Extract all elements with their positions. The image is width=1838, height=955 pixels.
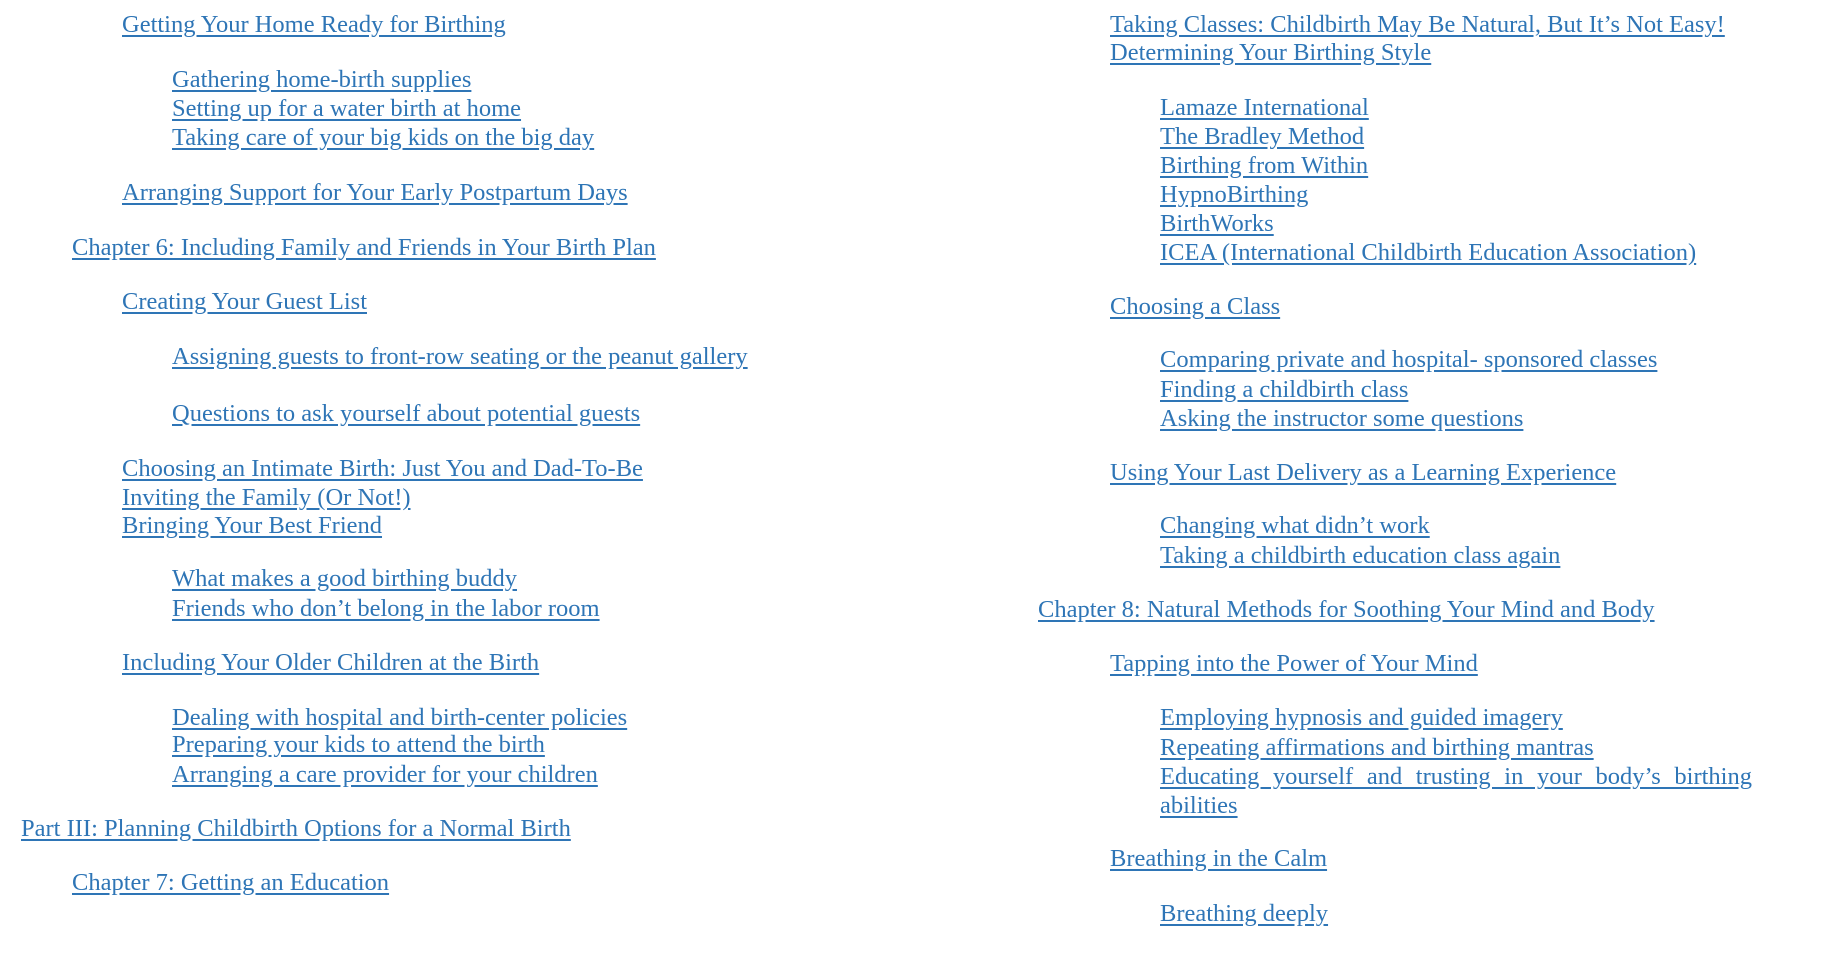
toc-link[interactable]: Taking care of your big kids on the big day	[172, 124, 595, 151]
toc-link[interactable]: Using Your Last Delivery as a Learning Experience	[1110, 459, 1617, 486]
toc-link[interactable]: Employing hypnosis and guided imagery	[1160, 704, 1563, 731]
toc-link[interactable]: Dealing with hospital and birth-center policies	[172, 704, 628, 731]
toc-link[interactable]: The Bradley Method	[1160, 123, 1365, 150]
toc-link[interactable]: Changing what didn’t work	[1160, 512, 1430, 539]
toc-link[interactable]: Inviting the Family (Or Not!)	[122, 484, 411, 511]
toc-link[interactable]: Friends who don’t belong in the labor room	[172, 595, 600, 622]
toc-chapter-link[interactable]: Chapter 6: Including Family and Friends in Your Birth Plan	[72, 234, 656, 261]
toc-link[interactable]: Breathing in the Calm	[1110, 845, 1328, 872]
toc-link[interactable]: Determining Your Birthing Style	[1110, 39, 1432, 66]
toc-link[interactable]: Questions to ask yourself about potential guests	[172, 400, 641, 427]
toc-link[interactable]: Breathing deeply	[1160, 900, 1329, 927]
toc-link[interactable]: What makes a good birthing buddy	[172, 565, 517, 592]
toc-chapter-link[interactable]: Chapter 8: Natural Methods for Soothing Your Mind and Body	[1038, 596, 1655, 623]
toc-link[interactable]: Lamaze International	[1160, 94, 1369, 121]
toc-link[interactable]: Choosing an Intimate Birth: Just You and Dad-To-Be	[122, 455, 643, 482]
toc-link[interactable]: Preparing your kids to attend the birth	[172, 731, 545, 758]
toc-link[interactable]: Asking the instructor some questions	[1160, 405, 1524, 432]
toc-part-link[interactable]: Part III: Planning Childbirth Options for a Normal Birth	[21, 815, 571, 842]
toc-link[interactable]: Arranging a care provider for your children	[172, 761, 598, 788]
toc-link[interactable]: Educating yourself and trusting in your body’s birthing abilities	[1160, 763, 1752, 819]
toc-link[interactable]: Bringing Your Best Friend	[122, 512, 383, 539]
toc-link[interactable]: Getting Your Home Ready for Birthing	[122, 11, 506, 38]
toc-link[interactable]: Choosing a Class	[1110, 293, 1281, 320]
toc-link[interactable]: HypnoBirthing	[1160, 181, 1309, 208]
toc-link[interactable]: Taking Classes: Childbirth May Be Natural, But It’s Not Easy!	[1110, 11, 1725, 38]
toc-link[interactable]: BirthWorks	[1160, 210, 1274, 237]
toc-link[interactable]: Birthing from Within	[1160, 152, 1369, 179]
toc-link[interactable]: Creating Your Guest List	[122, 288, 367, 315]
toc-link[interactable]: Tapping into the Power of Your Mind	[1110, 650, 1478, 677]
toc-link[interactable]: Comparing private and hospital- sponsored classes	[1160, 346, 1658, 373]
toc-link[interactable]: Including Your Older Children at the Birth	[122, 649, 540, 676]
toc-link[interactable]: Repeating affirmations and birthing mantras	[1160, 734, 1594, 761]
toc-chapter-link[interactable]: Chapter 7: Getting an Education	[72, 869, 390, 896]
toc-link[interactable]: Setting up for a water birth at home	[172, 95, 522, 122]
toc-link[interactable]: Gathering home-birth supplies	[172, 66, 472, 93]
toc-link[interactable]: Finding a childbirth class	[1160, 376, 1409, 403]
toc-link[interactable]: ICEA (International Childbirth Education Association)	[1160, 239, 1697, 266]
toc-link[interactable]: Taking a childbirth education class again	[1160, 542, 1561, 569]
toc-link[interactable]: Arranging Support for Your Early Postpartum Days	[122, 179, 628, 206]
toc-link[interactable]: Assigning guests to front-row seating or the peanut gallery	[172, 343, 748, 370]
